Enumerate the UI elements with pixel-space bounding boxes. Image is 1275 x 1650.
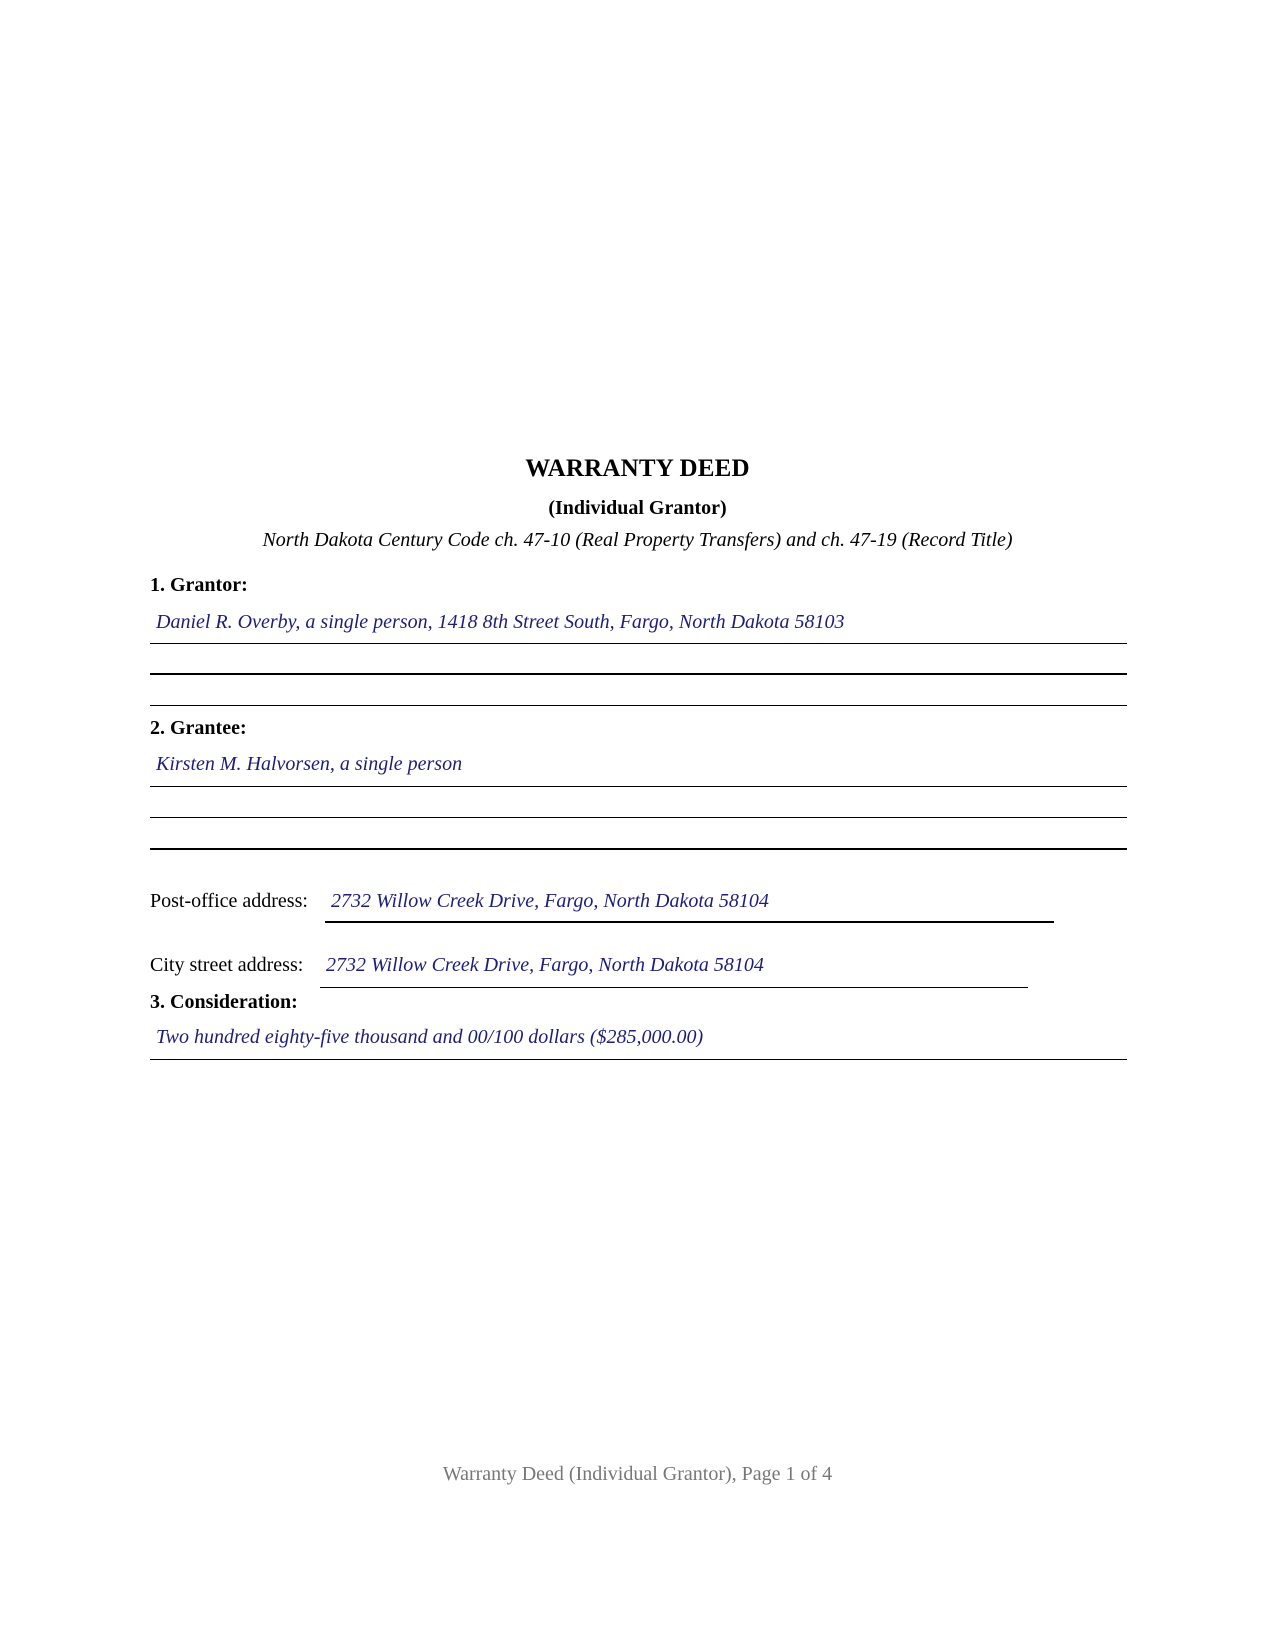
document-title: WARRANTY DEED — [525, 455, 750, 482]
city-street-address-value[interactable]: 2732 Willow Creek Drive, Fargo, North Dakota 58104 — [326, 954, 764, 976]
statute-reference: North Dakota Century Code ch. 47-10 (Real Property Transfers) and ch. 47-19 (Record Title) — [262, 529, 1013, 551]
grantor-line-2 — [150, 673, 1127, 675]
post-office-address-label: Post-office address: — [150, 890, 308, 912]
grantee-line-2 — [150, 817, 1127, 818]
post-office-address-line — [325, 921, 1054, 923]
document-subtitle: (Individual Grantor) — [548, 497, 727, 519]
consideration-value[interactable]: Two hundred eighty-five thousand and 00/100 dollars ($285,000.00) — [156, 1026, 704, 1048]
page-footer: Warranty Deed (Individual Grantor), Page 1 of 4 — [442, 1463, 833, 1485]
consideration-heading: 3. Consideration: — [150, 991, 298, 1013]
consideration-line — [150, 1059, 1127, 1060]
grantor-line-1 — [150, 643, 1127, 644]
city-street-address-line — [320, 987, 1028, 988]
grantee-heading: 2. Grantee: — [150, 717, 247, 739]
grantee-line-3 — [150, 848, 1127, 850]
grantor-line-3 — [150, 705, 1127, 706]
post-office-address-value[interactable]: 2732 Willow Creek Drive, Fargo, North Dakota 58104 — [331, 890, 769, 912]
grantee-line-1 — [150, 786, 1127, 787]
grantor-heading: 1. Grantor: — [150, 574, 248, 596]
grantee-value[interactable]: Kirsten M. Halvorsen, a single person — [156, 753, 463, 775]
city-street-address-label: City street address: — [150, 954, 304, 976]
grantor-value[interactable]: Daniel R. Overby, a single person, 1418 8th Street South, Fargo, North Dakota 58103 — [156, 611, 845, 633]
